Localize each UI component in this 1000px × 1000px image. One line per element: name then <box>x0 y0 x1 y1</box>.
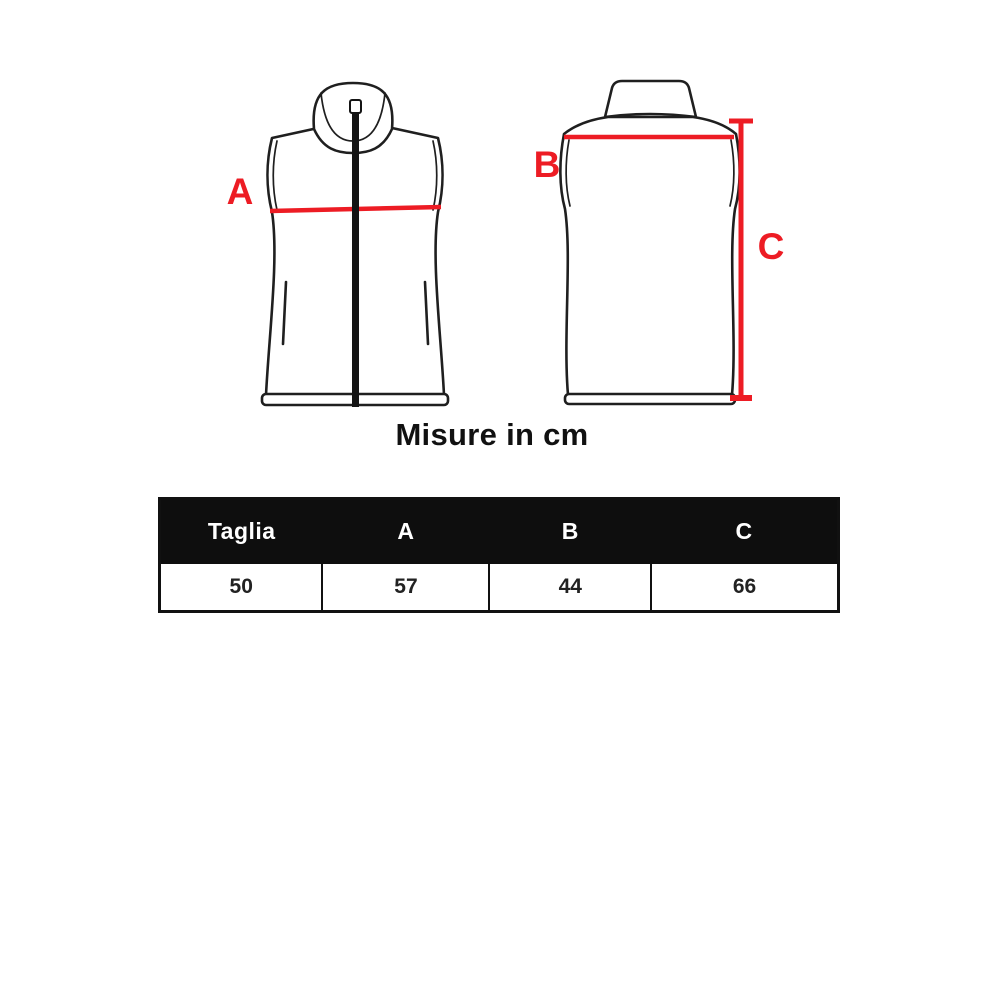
back-vest-hem <box>565 394 735 404</box>
back-vest-collar <box>605 81 696 117</box>
measure-label-a: A <box>226 171 254 212</box>
header-taglia: Taglia <box>160 499 323 564</box>
cell-c: 66 <box>651 564 838 612</box>
vest-diagram <box>0 0 1000 480</box>
cell-taglia: 50 <box>160 564 323 612</box>
size-table <box>158 497 840 613</box>
page-title: Misure in cm <box>395 417 589 452</box>
size-table-row <box>160 564 839 612</box>
cell-a: 57 <box>322 564 489 612</box>
back-vest-body <box>560 117 739 395</box>
zipper-pull <box>350 100 361 113</box>
cell-b: 44 <box>489 564 651 612</box>
header-b: B <box>489 499 651 564</box>
header-a: A <box>322 499 489 564</box>
zipper-bottom-stop <box>352 395 359 407</box>
back-vest-illustration <box>534 81 785 404</box>
header-c: C <box>651 499 838 564</box>
measure-label-c: C <box>757 226 785 267</box>
size-table-container <box>158 497 840 613</box>
size-table-header-row <box>160 499 839 564</box>
front-vest-illustration <box>227 83 448 407</box>
measure-label-b: B <box>533 144 561 185</box>
